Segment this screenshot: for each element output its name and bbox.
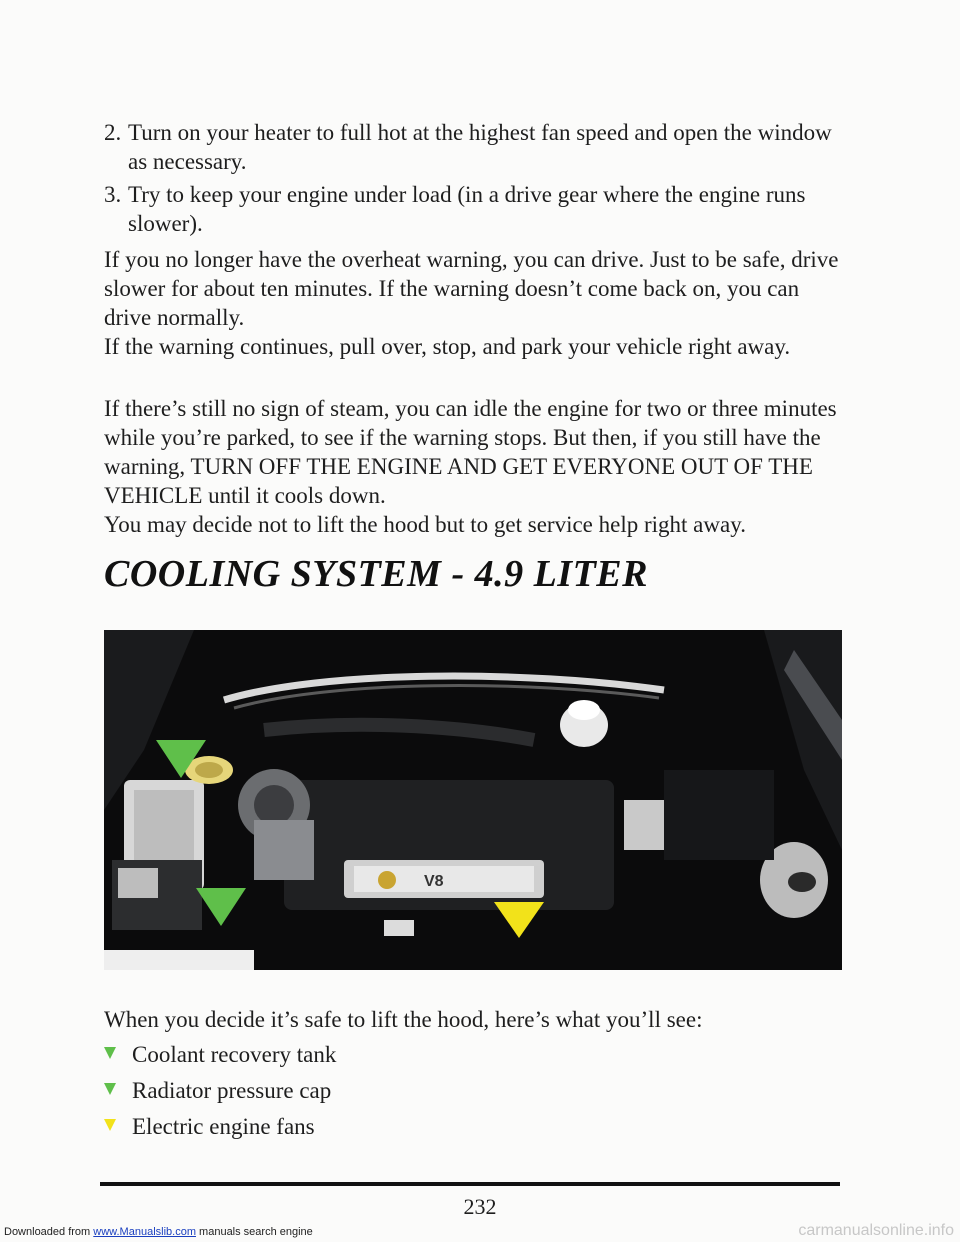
- paragraph-service-help: You may decide not to lift the hood but to get service help right away.: [104, 512, 746, 537]
- bullet-text: Coolant recovery tank: [132, 1042, 337, 1067]
- triangle-bullet-icon: [104, 1083, 116, 1095]
- section-heading: COOLING SYSTEM - 4.9 LITER: [104, 553, 648, 595]
- bullet-item: [104, 1040, 336, 1069]
- triangle-bullet-icon: [104, 1047, 116, 1059]
- bullet-item: [104, 1076, 331, 1105]
- download-footer: [4, 1226, 313, 1238]
- bullet-text: Electric engine fans: [132, 1114, 315, 1139]
- manualslib-link[interactable]: www.Manualslib.com: [93, 1226, 196, 1238]
- watermark-text: carmanualsonline.info: [798, 1222, 954, 1239]
- page-number: 232: [463, 1194, 497, 1219]
- lift-hood-intro: When you decide it’s safe to lift the hood, here’s what you’ll see:: [104, 1007, 703, 1032]
- bullet-item: [104, 1112, 315, 1141]
- engine-cover-label: V8: [424, 873, 444, 890]
- step-2: [104, 118, 844, 176]
- engine-compartment-photo: [104, 630, 842, 970]
- paragraph-no-steam: If there’s still no sign of steam, you can idle the engine for two or three minutes while you’re parked, to see if the warning stops. But then, if you still have the warning, TURN OFF THE ENGINE AND GET EVERYONE OUT OF THE VEHICLE until it cools down.: [104, 396, 837, 508]
- paragraph-overheat-gone: If you no longer have the overheat warning, you can drive. Just to be safe, drive slower for about ten minutes. If the warning doesn’t come back on, you can drive normally.: [104, 247, 839, 330]
- step-text: Try to keep your engine under load (in a drive gear where the engine runs slower).: [128, 182, 806, 236]
- paragraph-warning-continues: If the warning continues, pull over, stop, and park your vehicle right away.: [104, 334, 791, 359]
- step-3: [104, 180, 844, 238]
- step-number: 2.: [104, 120, 122, 145]
- step-number: 3.: [104, 182, 122, 207]
- bullet-text: Radiator pressure cap: [132, 1078, 332, 1103]
- page-rule: [100, 1182, 840, 1186]
- footer-suffix: manuals search engine: [199, 1226, 313, 1238]
- step-text: Turn on your heater to full hot at the highest fan speed and open the window as necessary.: [128, 120, 832, 174]
- triangle-bullet-icon: [104, 1119, 116, 1131]
- footer-prefix: Downloaded from: [4, 1226, 91, 1238]
